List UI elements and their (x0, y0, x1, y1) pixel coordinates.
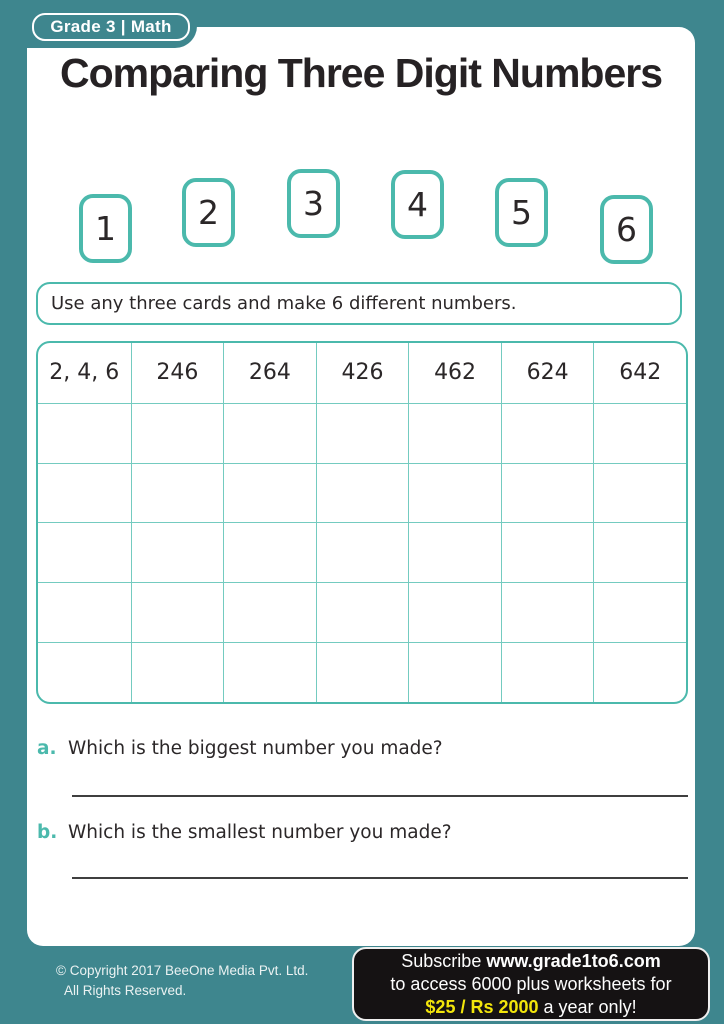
example-number-cell: 426 (316, 343, 409, 403)
fill-in-cell[interactable] (316, 642, 409, 702)
fill-in-cell[interactable] (223, 582, 316, 642)
card-digit: 6 (616, 210, 637, 249)
page-title: Comparing Three Digit Numbers (59, 50, 662, 96)
fill-in-cell[interactable] (593, 522, 686, 582)
subscribe-word: Subscribe (401, 950, 487, 971)
fill-in-cell[interactable] (131, 463, 224, 523)
fill-in-cell[interactable] (316, 463, 409, 523)
example-number-cell: 624 (501, 343, 594, 403)
fill-in-cell[interactable] (501, 582, 594, 642)
number-card-2 (182, 178, 235, 247)
fill-in-cell[interactable] (593, 463, 686, 523)
example-number-cell: 462 (408, 343, 501, 403)
answer-line-a[interactable] (72, 795, 688, 797)
fill-in-cell[interactable] (38, 403, 131, 463)
fill-in-cell[interactable] (501, 463, 594, 523)
fill-in-cell[interactable] (408, 463, 501, 523)
number-card-6 (600, 195, 653, 264)
website-link[interactable]: www.grade1to6.com (486, 950, 661, 971)
fill-in-cell[interactable] (38, 582, 131, 642)
fill-in-cell[interactable] (501, 642, 594, 702)
copyright-notice (56, 961, 308, 1000)
fill-in-cell[interactable] (316, 403, 409, 463)
fill-in-cell[interactable] (131, 642, 224, 702)
subscribe-line2: to access 6000 plus worksheets for (390, 973, 672, 994)
question-a (37, 738, 677, 759)
instruction-text: Use any three cards and make 6 different numbers. (51, 293, 517, 314)
card-digit: 5 (511, 193, 532, 232)
fill-in-cell[interactable] (131, 522, 224, 582)
fill-in-cell[interactable] (593, 403, 686, 463)
card-digit: 1 (95, 209, 116, 248)
fill-in-cell[interactable] (131, 582, 224, 642)
number-card-4 (391, 170, 444, 239)
number-card-5 (495, 178, 548, 247)
question-b-text: Which is the smallest number you made? (68, 822, 452, 843)
copyright-line1: © Copyright 2017 BeeOne Media Pvt. Ltd. (56, 963, 309, 978)
card-digit: 3 (303, 184, 324, 223)
fill-in-cell[interactable] (316, 522, 409, 582)
example-number-cell: 264 (223, 343, 316, 403)
fill-in-cell[interactable] (38, 463, 131, 523)
fill-in-cell[interactable] (131, 403, 224, 463)
fill-in-cell[interactable] (408, 403, 501, 463)
fill-in-cell[interactable] (223, 403, 316, 463)
fill-in-cell[interactable] (593, 642, 686, 702)
header-tab (0, 0, 197, 48)
fill-in-cell[interactable] (223, 463, 316, 523)
number-card-1 (79, 194, 132, 263)
answers-table (36, 341, 688, 704)
question-a-text: Which is the biggest number you made? (68, 738, 443, 759)
fill-in-cell[interactable] (223, 522, 316, 582)
example-cards-cell: 2, 4, 6 (49, 360, 120, 386)
subscribe-line3 (425, 996, 636, 1019)
subscribe-line1 (401, 950, 660, 973)
answer-line-b[interactable] (72, 877, 688, 879)
instruction-box (36, 282, 682, 325)
subscribe-banner (352, 947, 710, 1021)
number-card-3 (287, 169, 340, 238)
fill-in-cell[interactable] (408, 582, 501, 642)
question-a-label: a. (37, 738, 57, 759)
price-rest: a year only! (538, 996, 637, 1017)
price-text: $25 / Rs 2000 (425, 996, 539, 1017)
fill-in-cell[interactable] (223, 642, 316, 702)
fill-in-cell[interactable] (38, 642, 131, 702)
fill-in-cell[interactable] (501, 522, 594, 582)
question-b-label: b. (37, 822, 58, 843)
fill-in-cell[interactable] (408, 522, 501, 582)
copyright-line2: All Rights Reserved. (64, 982, 187, 998)
question-b (37, 822, 677, 843)
fill-in-cell[interactable] (38, 522, 131, 582)
fill-in-cell[interactable] (501, 403, 594, 463)
fill-in-cell[interactable] (316, 582, 409, 642)
grade-subject-label: Grade 3 | Math (50, 17, 172, 36)
example-number-cell: 642 (593, 343, 686, 403)
card-digit: 4 (407, 185, 428, 224)
grade-subject-badge (32, 13, 190, 41)
fill-in-cell[interactable] (593, 582, 686, 642)
example-number-cell: 246 (131, 343, 224, 403)
fill-in-cell[interactable] (408, 642, 501, 702)
card-digit: 2 (198, 193, 219, 232)
